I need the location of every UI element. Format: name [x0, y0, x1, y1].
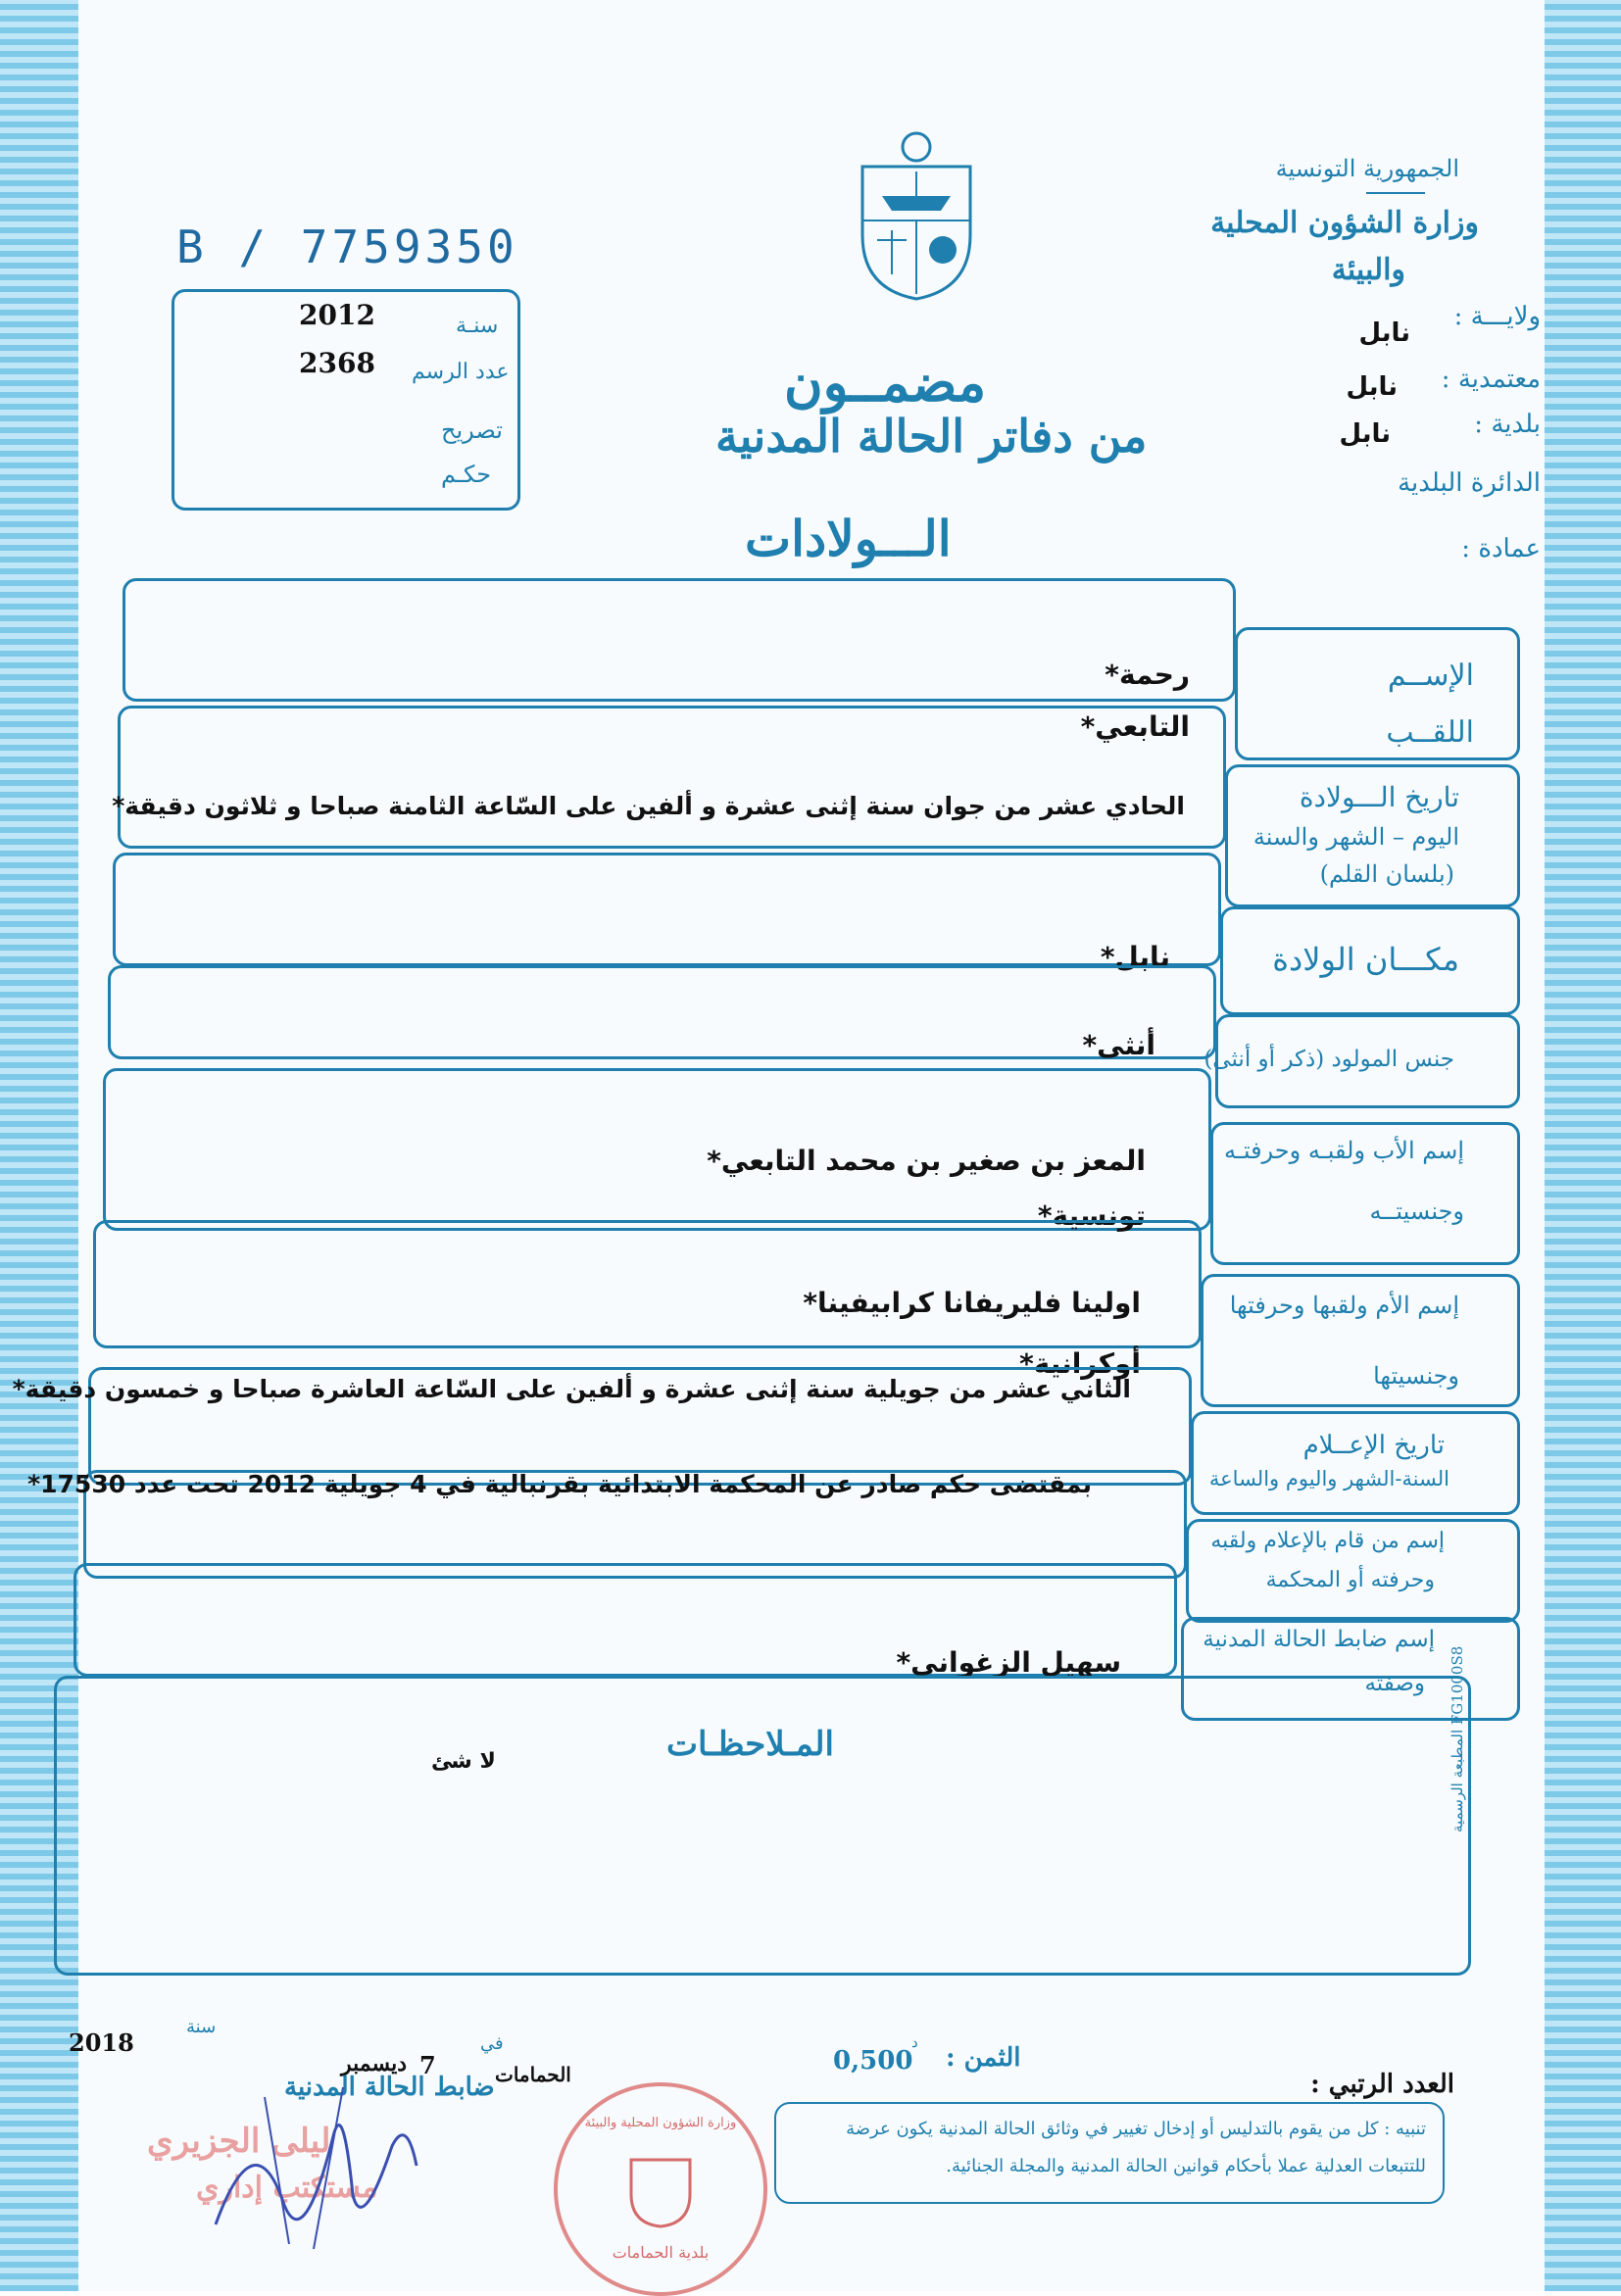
sex-value: أنثى* [1082, 1029, 1155, 1061]
right-decorative-border [1545, 0, 1621, 2291]
name-value-box [123, 578, 1236, 702]
stamp-emblem-icon [626, 2150, 695, 2228]
sex-label: جنس المولود (ذكر أو أنثى) [1203, 1047, 1454, 1072]
surname-label: اللقــب [1386, 715, 1474, 750]
warning-line1: تنبيه : كل من يقوم بالتدليس أو إدخال تغيير في وثائق الحالة المدنية يكون عرضة [846, 2119, 1426, 2139]
footer-year-label: سنة [186, 2017, 217, 2037]
surname-value: التابعي* [1080, 710, 1190, 743]
name-label: الإســم [1387, 659, 1474, 693]
footer-officer-title: ضابط الحالة المدنية [284, 2073, 495, 2102]
name-stamp-line2: مستكتب إداري [196, 2171, 378, 2205]
price-value: 0,500 [833, 2046, 913, 2076]
declaration-date-label: تاريخ الإعــلام [1302, 1431, 1445, 1460]
birth-place-value-box [113, 853, 1221, 966]
municipality-value: نابل [1339, 419, 1391, 449]
footer-in-label: في [480, 2033, 504, 2054]
municipal-round-stamp [554, 2082, 767, 2296]
birth-date-value: الحادي عشر من جوان سنة إثنى عشرة و ألفين على السّاعة الثامنة صباحا و ثلاثون دقيقة* [112, 792, 1185, 820]
header-divider [1366, 192, 1425, 194]
ministry-line2: والبيئة [1331, 253, 1405, 287]
round-stamp-top-text: وزارة الشؤون المحلية والبيئة [584, 2116, 737, 2130]
mother-label: إسم الأم ولقبها وحرفتها [1229, 1292, 1459, 1319]
remarks-value: لا شئ [431, 1749, 496, 1774]
sex-value-box [108, 965, 1216, 1059]
republic-name: الجمهورية التونسية [1275, 155, 1459, 182]
price-unit: د [911, 2033, 918, 2051]
birth-date-label: تاريخ الـــولادة [1299, 781, 1459, 813]
declaration-time-value: الثاني عشر من جويلية سنة إثنى عشرة و ألفين على السّاعة العاشرة صباحا و خمسون دقيقة* [12, 1375, 1131, 1403]
birth-place-label: مكـــان الولادة [1272, 941, 1459, 978]
title-births: الـــولادات [745, 510, 952, 567]
remarks-box [54, 1676, 1471, 1976]
father-nationality-value: تونسية* [1037, 1199, 1146, 1232]
footer-day-value: 7 [419, 2051, 436, 2079]
officer-signature [196, 2077, 431, 2254]
officer-label: إسم ضابط الحالة المدنية [1203, 1627, 1435, 1652]
judgment-type-label: حكـم [441, 461, 492, 488]
declarant-label: إسم من قام بالإعلام ولقبه [1210, 1529, 1445, 1553]
warning-line2: للتتبعات العدلية عملا بأحكام قوانين الحالة المدنية والمجلة الجنائية. [946, 2156, 1426, 2176]
father-nationality-label: وجنسيتــه [1369, 1197, 1464, 1225]
mother-nationality-label: وجنسيتها [1373, 1362, 1459, 1390]
father-value: المعز بن صغير بن محمد التابعي* [707, 1145, 1146, 1177]
warning-box [774, 2102, 1445, 2204]
price-label: الثمن : [946, 2043, 1021, 2073]
serial-number: B / 7759350 [176, 220, 518, 273]
birth-date-value-box [118, 706, 1226, 849]
district-label: الدائرة البلدية [1398, 468, 1541, 498]
birth-date-note: (بلسان القلم) [1319, 860, 1454, 888]
birth-place-value: نابل* [1100, 941, 1170, 973]
delegation-label: معتمدية : [1441, 365, 1541, 394]
declarant-sublabel: وحرفته أو المحكمة [1265, 1568, 1435, 1592]
record-number-label: عدد الرسم [412, 360, 510, 384]
title-from-registers: من دفاتر الحالة المدنية [715, 410, 1148, 463]
remarks-title: المـلاحظـات [666, 1725, 834, 1764]
footer-month-value: ديسمبر [341, 2051, 408, 2076]
declaration-date-label-box [1191, 1411, 1520, 1515]
wilaya-label: ولايـــة : [1453, 302, 1541, 331]
mother-nationality-value: أوكرانية* [1019, 1347, 1141, 1380]
officer-value: سهيل الزغواني* [896, 1646, 1121, 1679]
name-value: رحمة* [1105, 659, 1190, 691]
municipality-label: بلدية : [1474, 410, 1541, 439]
record-year-value: 2012 [299, 299, 375, 331]
mother-value: اولينا فليريفانا كرابيفينا* [803, 1287, 1141, 1319]
declaration-date-sublabel: السنة-الشهر واليوم والساعة [1208, 1467, 1449, 1490]
footer-place-value: الحمامات [495, 2063, 571, 2086]
omda-label: عمادة : [1461, 534, 1541, 563]
serial-label: العدد الرتبي : [1310, 2070, 1454, 2099]
footer-year-value: 2018 [69, 2028, 134, 2057]
officer-sublabel: وصفته [1364, 1671, 1425, 1696]
ministry-line1: وزارة الشؤون المحلية [1210, 206, 1479, 240]
title-extract: مضمــون [784, 351, 987, 414]
name-stamp-line1: ليلى الجزيري [147, 2122, 331, 2161]
record-number-value: 2368 [299, 347, 375, 379]
mother-value-box [93, 1220, 1202, 1348]
declarant-value: بمقتضى حكم صادر عن المحكمة الابتدائية بقرنبالية في 4 جويلية 2012 تحت عدد 17530* [27, 1470, 1092, 1498]
delegation-value: نابل [1346, 372, 1398, 402]
birth-date-sublabel: اليوم – الشهر والسنة [1253, 823, 1459, 851]
round-stamp-bottom-text: بلدية الحمامات [612, 2243, 710, 2262]
tunisia-coat-of-arms-icon [853, 127, 980, 304]
print-code: المطبعة الرسمية FG1000S8 [1449, 1645, 1466, 1832]
father-label: إسم الأب ولقبـه وحرفتـه [1223, 1137, 1464, 1164]
wilaya-value: نابل [1358, 318, 1410, 348]
record-year-label: سنـة [456, 314, 499, 338]
name-label-box [1235, 627, 1520, 760]
declaration-type-label: تصريح [441, 416, 503, 444]
